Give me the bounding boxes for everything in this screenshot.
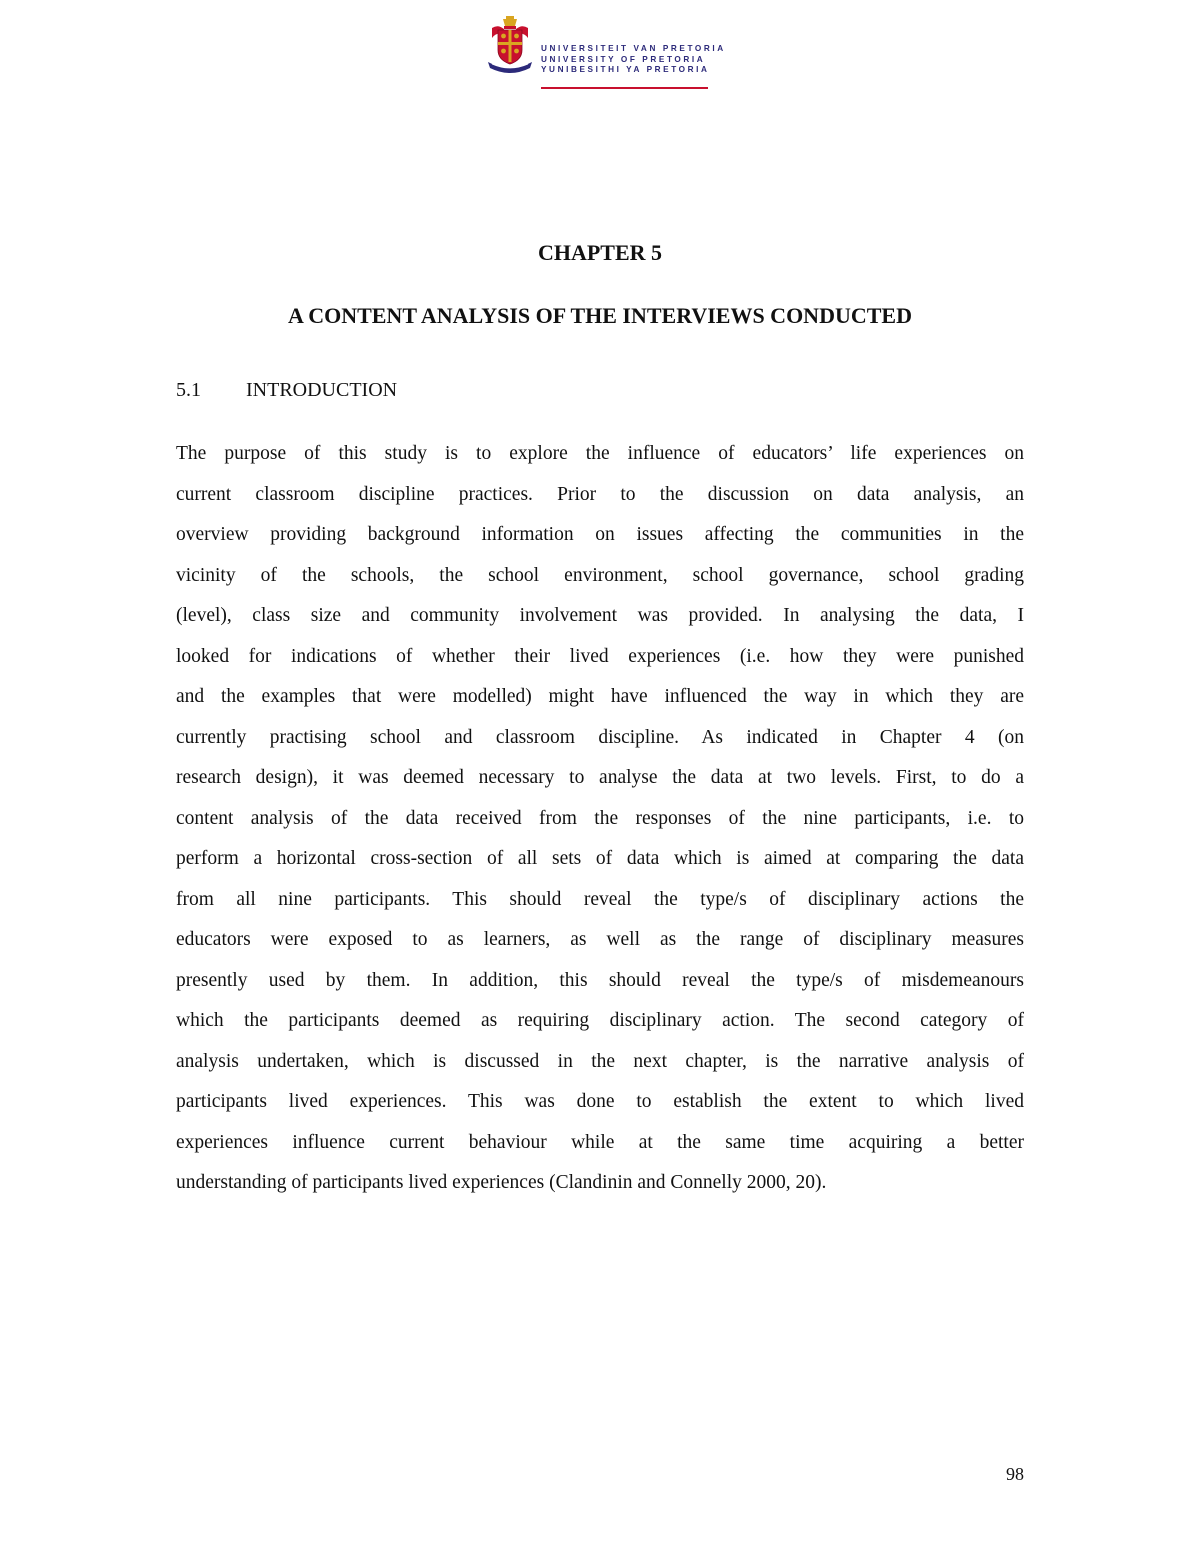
paragraph-line: participants lived experiences. This was done to establish the extent to which lived [176,1091,1024,1112]
paragraph-line: educators were exposed to as learners, as well as the range of disciplinary measures [176,929,1024,950]
page-number: 98 [1006,1464,1024,1484]
introduction-paragraph [176,434,1024,1204]
logo-underline [541,87,708,89]
paragraph-line: perform a horizontal cross-section of all sets of data which is aimed at comparing the data [176,848,1024,869]
chapter-label: CHAPTER 5 [537,240,663,265]
paragraph-line: overview providing background information on issues affecting the communities in the [176,524,1024,545]
paragraph-line: experiences influence current behaviour while at the same time acquiring a better [176,1131,1024,1153]
paragraph-line: research design), it was deemed necessary to analyse the data at two levels. First, to do a [176,767,1024,788]
university-logo [486,14,726,86]
paragraph-line: The purpose of this study is to explore the influence of educators’ life experiences on [176,443,1024,464]
paragraph-line: content analysis of the data received from the responses of the nine participants, i.e. to [176,807,1024,829]
paragraph-line: current classroom discipline practices. Prior to the discussion on data analysis, an [176,483,1024,505]
paragraph-line: and the examples that were modelled) might have influenced the way in which they are [176,686,1024,707]
paragraph-line: looked for indications of whether their lived experiences (i.e. how they were punished [176,645,1024,667]
section-number: 5.1 [176,379,201,401]
university-name-block [541,44,726,76]
section-heading [176,376,397,404]
section-title: INTRODUCTION [246,379,398,401]
paragraph-line: which the participants deemed as requiring disciplinary action. The second category of [176,1010,1024,1031]
paragraph-line: analysis undertaken, which is discussed in the next chapter, is the narrative analysis of [176,1050,1024,1072]
paragraph-line: understanding of participants lived experiences (Clandinin and Connelly 2000, 20). [176,1172,827,1193]
paragraph-line: currently practising school and classroom discipline. As indicated in Chapter 4 (on [176,726,1024,748]
paragraph-line: (level), class size and community involvement was provided. In analysing the data, I [176,605,1024,626]
university-name-sepedi: YUNIBESITHI YA PRETORIA [541,65,710,74]
paragraph-line: presently used by them. In addition, this should reveal the type/s of misdemeanours [176,969,1024,991]
paragraph-line: from all nine participants. This should reveal the type/s of disciplinary actions the [176,888,1024,910]
paragraph-line: vicinity of the schools, the school environment, school governance, school grading [176,564,1024,586]
university-name-english: UNIVERSITY OF PRETORIA [541,54,706,64]
university-crest-icon [486,14,534,76]
university-name-afrikaans: UNIVERSITEIT VAN PRETORIA [541,44,726,53]
chapter-title: A CONTENT ANALYSIS OF THE INTERVIEWS CONDUCTED [288,303,912,328]
